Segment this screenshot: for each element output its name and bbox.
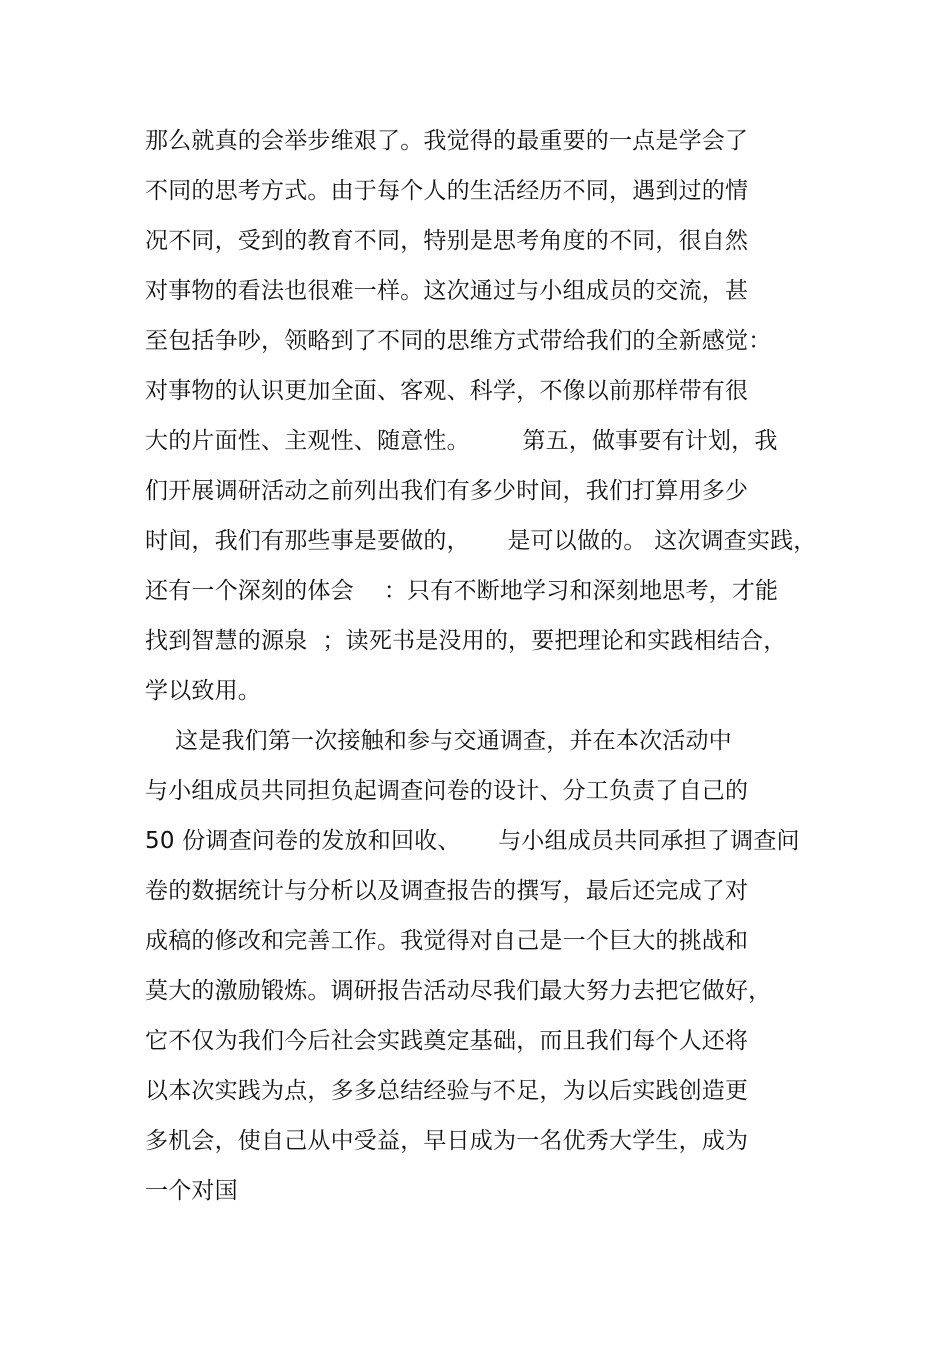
text-line: 至包括争吵，领略到了不同的思维方式带给我们的全新感觉： xyxy=(145,328,772,354)
text-line: 不同的思考方式。由于每个人的生活经历不同，遇到过的情 xyxy=(145,178,749,204)
text-line: 学以致用。 xyxy=(145,678,261,704)
text-line: 还有一个深刻的体会 ：只有不断地学习和深刻地思考，才能 xyxy=(145,578,779,604)
text-line: 以本次实践为点，多多总结经验与不足，为以后实践创造更 xyxy=(145,1078,749,1104)
text-line: 况不同，受到的教育不同，特别是思考角度的不同，很自然 xyxy=(145,228,749,254)
text-line: 对事物的认识更加全面、客观、科学，不像以前那样带有很 xyxy=(145,378,749,404)
text-line: 50 份调查问卷的发放和回收、 与小组成员共同承担了调查问 xyxy=(145,828,800,854)
text-line: 它不仅为我们今后社会实践奠定基础，而且我们每个人还将 xyxy=(145,1028,749,1054)
text-line: 大的片面性、主观性、随意性。 第五，做事要有计划，我 xyxy=(145,428,778,454)
text-line: 找到智慧的源泉 ；读死书是没用的，要把理论和实践相结合， xyxy=(145,628,787,654)
text-line: 时间，我们有那些事是要做的， 是可以做的。 这次调查实践， xyxy=(145,528,817,554)
text-line: 那么就真的会举步维艰了。我觉得的最重要的一点是学会了 xyxy=(145,128,749,154)
text-line: 成稿的修改和完善工作。我觉得对自己是一个巨大的挑战和 xyxy=(145,928,749,954)
text-line: 与小组成员共同担负起调查问卷的设计、分工负责了自己的 xyxy=(145,778,749,804)
text-line: 这是我们第一次接触和参与交通调查，并在本次活动中 xyxy=(145,728,732,754)
text-line: 们开展调研活动之前列出我们有多少时间，我们打算用多少 xyxy=(145,478,749,504)
text-line: 一个对国 xyxy=(145,1178,238,1204)
text-line: 莫大的激励锻炼。调研报告活动尽我们最大努力去把它做好， xyxy=(145,978,772,1004)
text-line: 卷的数据统计与分析以及调查报告的撰写，最后还完成了对 xyxy=(145,878,749,904)
text-line: 对事物的看法也很难一样。这次通过与小组成员的交流，甚 xyxy=(145,278,749,304)
text-line: 多机会，使自己从中受益，早日成为一名优秀大学生，成为 xyxy=(145,1128,749,1154)
